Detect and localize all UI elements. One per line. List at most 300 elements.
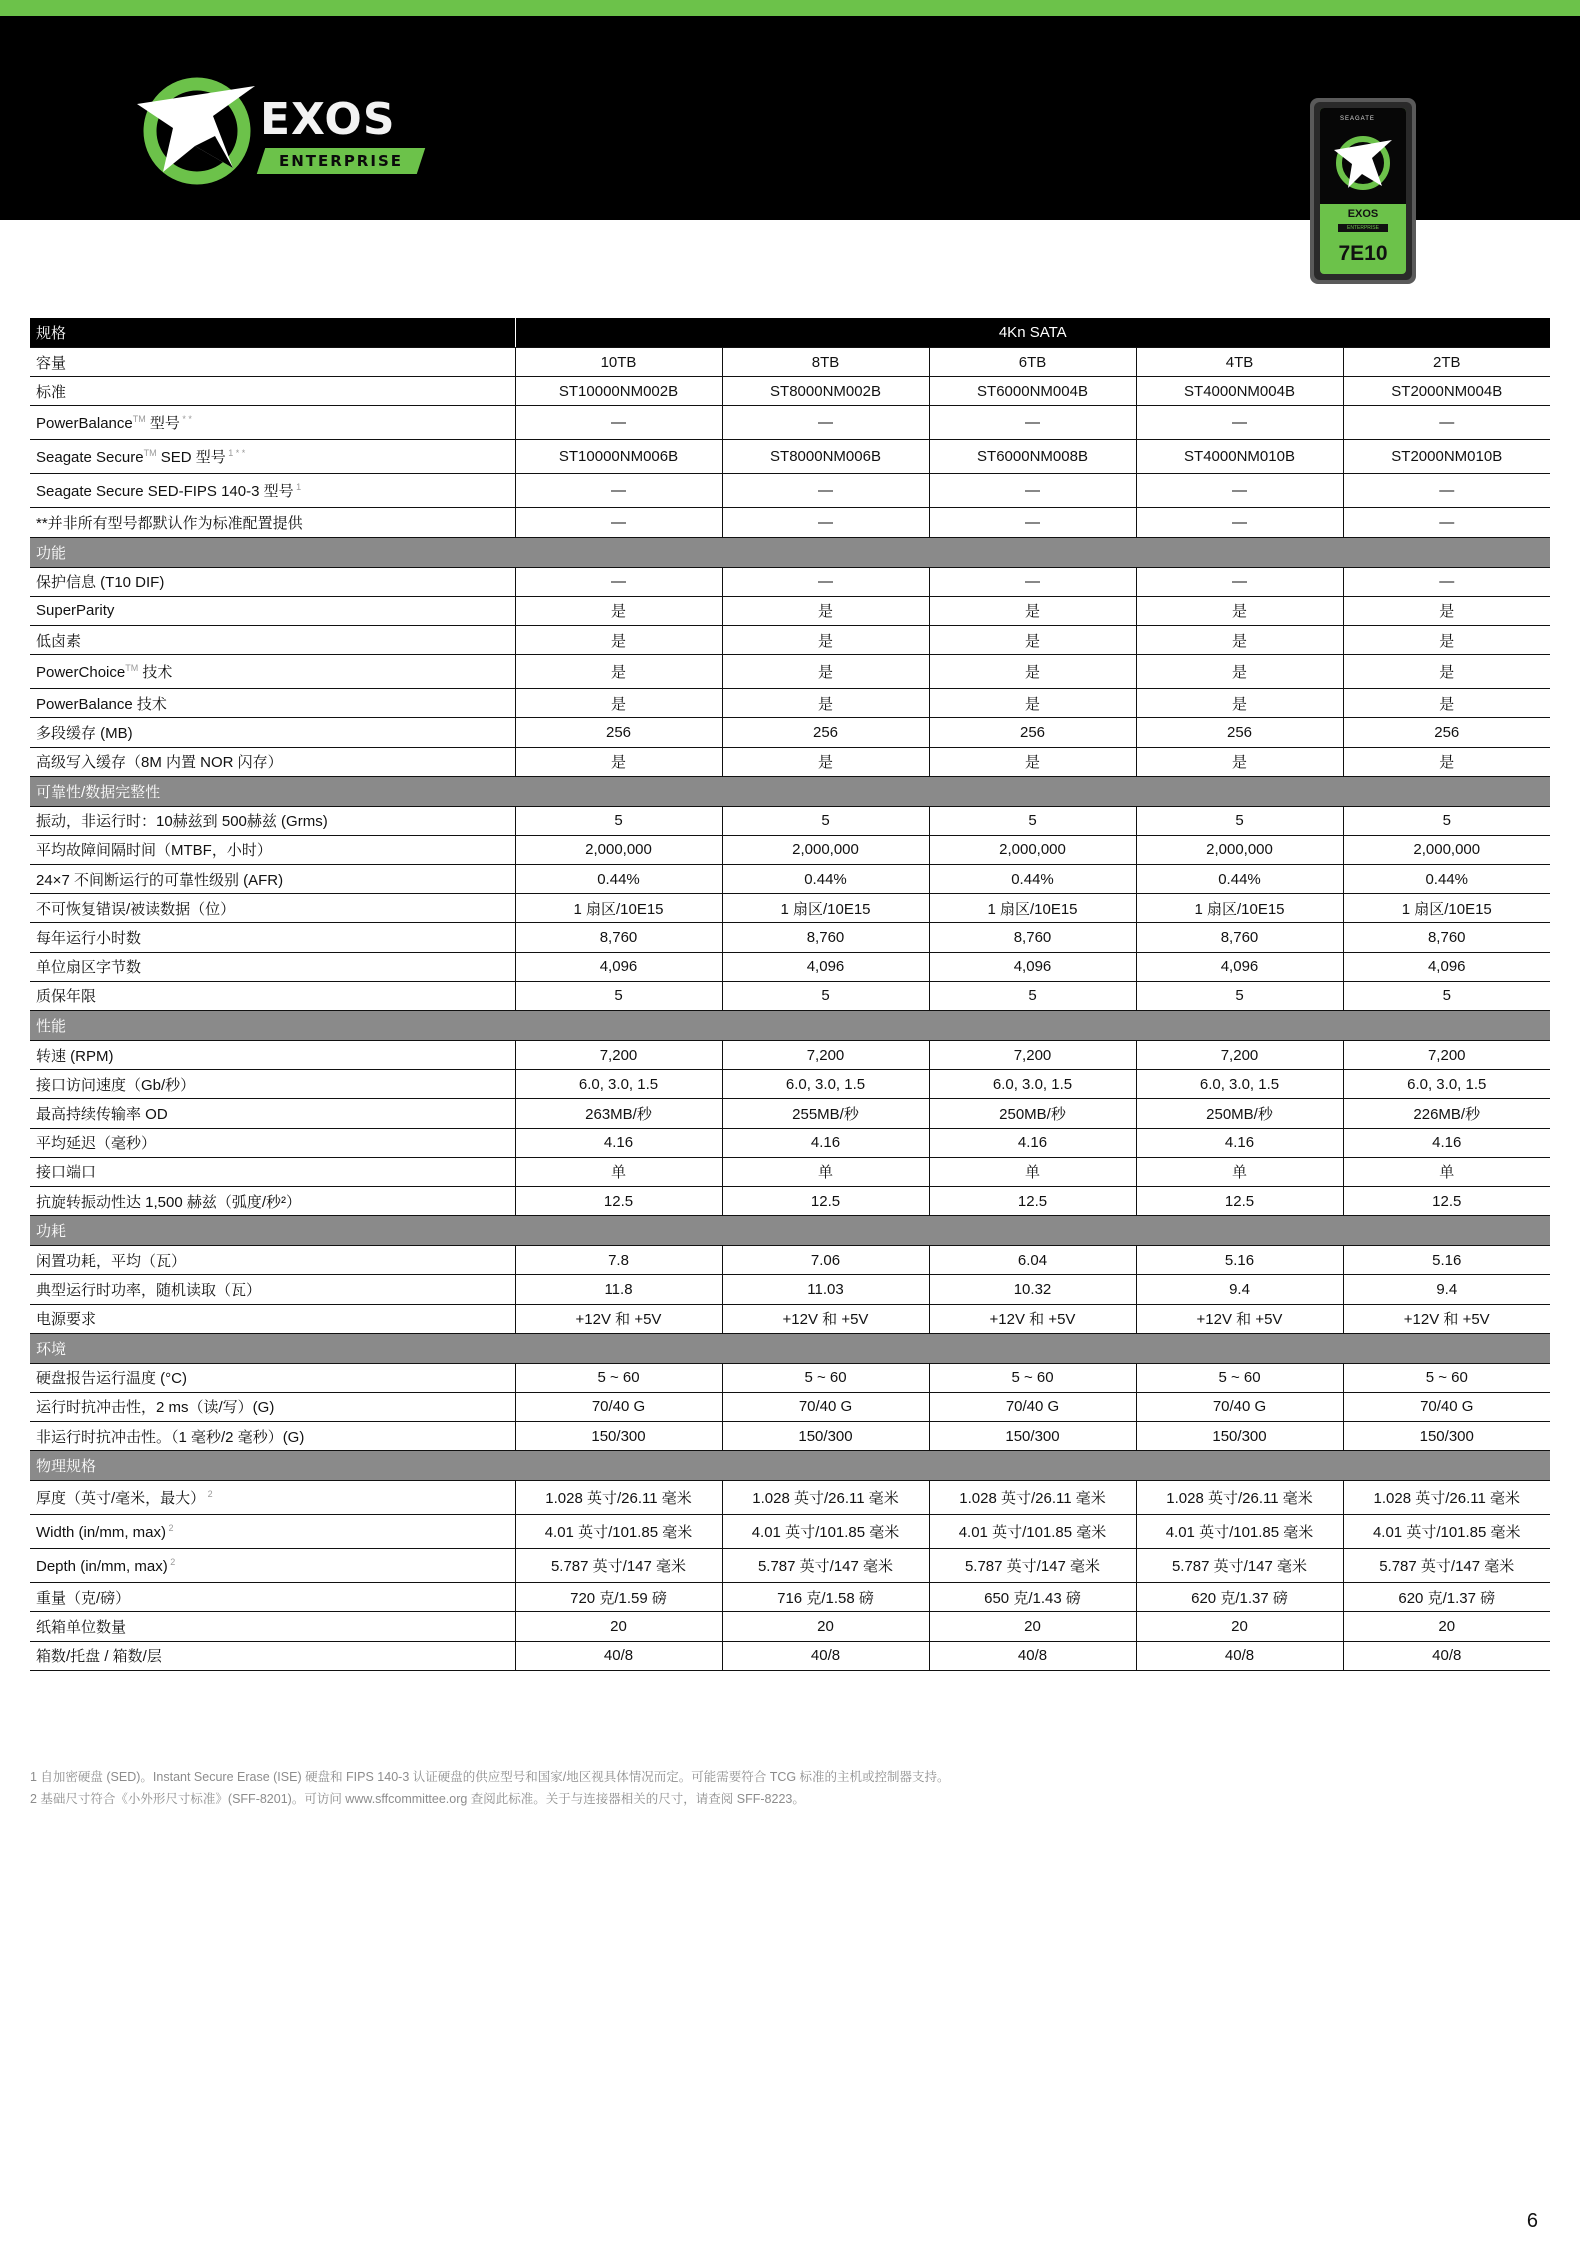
table-cell: 70/40 G xyxy=(722,1392,929,1421)
table-cell: 是 xyxy=(1136,655,1343,689)
table-cell: 40/8 xyxy=(722,1641,929,1670)
table-cell: 8,760 xyxy=(1343,923,1550,952)
table-cell: 4.01 英寸/101.85 毫米 xyxy=(1136,1515,1343,1549)
table-cell: 是 xyxy=(1136,596,1343,625)
table-cell: 150/300 xyxy=(1136,1422,1343,1451)
table-cell: 5 xyxy=(722,981,929,1010)
table-cell: 9.4 xyxy=(1343,1275,1550,1304)
table-cell: ST4000NM004B xyxy=(1136,377,1343,406)
row-label: Width (in/mm, max) $^2$ xyxy=(30,1515,515,1549)
row-label: 最高持续传输率 OD xyxy=(30,1099,515,1128)
table-cell: 20 xyxy=(722,1612,929,1641)
table-row xyxy=(30,1641,1550,1670)
table-cell: — xyxy=(515,474,722,508)
capacity-cell: 8TB xyxy=(722,348,929,377)
row-label: 多段缓存 (MB) xyxy=(30,718,515,747)
table-cell: 40/8 xyxy=(1343,1641,1550,1670)
table-cell: 0.44% xyxy=(929,865,1136,894)
page-number: 6 xyxy=(1526,2210,1538,2232)
row-label: 纸箱单位数量 xyxy=(30,1612,515,1641)
header-label: 规格 xyxy=(30,318,515,348)
table-cell: 8,760 xyxy=(929,923,1136,952)
table-cell: 1.028 英寸/26.11 毫米 xyxy=(929,1481,1136,1515)
table-cell: — xyxy=(515,567,722,596)
table-cell: 150/300 xyxy=(929,1422,1136,1451)
table-cell: 6.0, 3.0, 1.5 xyxy=(929,1070,1136,1099)
table-cell: 6.0, 3.0, 1.5 xyxy=(1343,1070,1550,1099)
table-cell: 4.01 英寸/101.85 毫米 xyxy=(1343,1515,1550,1549)
table-cell: 70/40 G xyxy=(515,1392,722,1421)
table-cell: 12.5 xyxy=(1136,1186,1343,1215)
table-cell: — xyxy=(515,508,722,537)
table-row xyxy=(30,1392,1550,1421)
table-cell: 6.0, 3.0, 1.5 xyxy=(722,1070,929,1099)
table-cell: 4.01 英寸/101.85 毫米 xyxy=(929,1515,1136,1549)
footnote-ref: * * xyxy=(179,414,192,425)
footnotes xyxy=(30,1766,950,1810)
table-cell: 是 xyxy=(722,596,929,625)
interface-header: 4Kn SATA xyxy=(515,318,1550,348)
table-cell: 5 ~ 60 xyxy=(722,1363,929,1392)
table-cell: 6.0, 3.0, 1.5 xyxy=(515,1070,722,1099)
table-cell: 5.16 xyxy=(1343,1246,1550,1275)
table-cell: — xyxy=(929,474,1136,508)
table-row xyxy=(30,1363,1550,1392)
table-cell: 7.8 xyxy=(515,1246,722,1275)
capacity-cell: 6TB xyxy=(929,348,1136,377)
footnote-ref: 1 * * xyxy=(225,448,246,459)
footnote-ref: 2 xyxy=(205,1489,213,1500)
table-cell: 5.787 英寸/147 毫米 xyxy=(1343,1549,1550,1583)
table-row xyxy=(30,440,1550,474)
table-cell: 是 xyxy=(515,655,722,689)
table-cell: 10.32 xyxy=(929,1275,1136,1304)
section-title: 性能 xyxy=(30,1011,1550,1041)
table-cell: 255MB/秒 xyxy=(722,1099,929,1128)
table-cell: 7,200 xyxy=(929,1041,1136,1070)
footnote-ref: 2 xyxy=(167,1556,176,1567)
table-cell: 12.5 xyxy=(929,1186,1136,1215)
table-cell: 5.16 xyxy=(1136,1246,1343,1275)
table-cell: 是 xyxy=(1136,689,1343,718)
table-row xyxy=(30,406,1550,440)
table-row xyxy=(30,835,1550,864)
row-label: 转速 (RPM) xyxy=(30,1041,515,1070)
table-cell: 263MB/秒 xyxy=(515,1099,722,1128)
row-label: 接口访问速度（Gb/秒） xyxy=(30,1070,515,1099)
table-cell: 1 扇区/10E15 xyxy=(722,894,929,923)
table-cell: 250MB/秒 xyxy=(929,1099,1136,1128)
drive-brand: SEAGATE xyxy=(1340,116,1375,122)
section-header xyxy=(30,1216,1550,1246)
row-label: 容量 xyxy=(30,348,515,377)
table-cell: 6.04 xyxy=(929,1246,1136,1275)
table-row xyxy=(30,508,1550,537)
table-cell: 20 xyxy=(1136,1612,1343,1641)
table-cell: 40/8 xyxy=(515,1641,722,1670)
table-cell: 4.16 xyxy=(1136,1128,1343,1157)
section-header xyxy=(30,776,1550,806)
table-row xyxy=(30,1612,1550,1641)
table-cell: 650 克/1.43 磅 xyxy=(929,1583,1136,1612)
table-cell: +12V 和 +5V xyxy=(515,1304,722,1333)
table-cell: +12V 和 +5V xyxy=(1343,1304,1550,1333)
table-cell: 20 xyxy=(929,1612,1136,1641)
table-row xyxy=(30,625,1550,654)
table-cell: 是 xyxy=(515,747,722,776)
table-cell: 是 xyxy=(1343,747,1550,776)
table-cell: 1.028 英寸/26.11 毫米 xyxy=(515,1481,722,1515)
row-label: Depth (in/mm, max) $^2$ xyxy=(30,1549,515,1583)
table-cell: 7.06 xyxy=(722,1246,929,1275)
section-title: 环境 xyxy=(30,1333,1550,1363)
row-label: 振动，非运行时：10赫兹到 500赫兹 (Grms) xyxy=(30,806,515,835)
table-cell: 是 xyxy=(929,596,1136,625)
table-cell: 4.16 xyxy=(722,1128,929,1157)
table-row xyxy=(30,1099,1550,1128)
table-cell: 11.8 xyxy=(515,1275,722,1304)
table-cell: 是 xyxy=(515,625,722,654)
table-row xyxy=(30,1070,1550,1099)
table-cell: 6.0, 3.0, 1.5 xyxy=(1136,1070,1343,1099)
table-cell: 是 xyxy=(929,747,1136,776)
row-label: Seagate Secure™ SED 型号 $^{1 * *}$ xyxy=(30,440,515,474)
table-cell: 单 xyxy=(515,1157,722,1186)
table-cell: 7,200 xyxy=(1136,1041,1343,1070)
row-label: 硬盘报告运行温度 (°C) xyxy=(30,1363,515,1392)
table-cell: 是 xyxy=(929,625,1136,654)
table-row xyxy=(30,1583,1550,1612)
table-cell: 7,200 xyxy=(722,1041,929,1070)
table-cell: 2,000,000 xyxy=(722,835,929,864)
table-cell: 1 扇区/10E15 xyxy=(929,894,1136,923)
table-cell: 4.16 xyxy=(929,1128,1136,1157)
table-cell: 12.5 xyxy=(722,1186,929,1215)
table-cell: — xyxy=(1343,406,1550,440)
table-cell: 720 克/1.59 磅 xyxy=(515,1583,722,1612)
table-row xyxy=(30,952,1550,981)
section-title: 功耗 xyxy=(30,1216,1550,1246)
exos-emblem-icon xyxy=(135,76,260,186)
table-row xyxy=(30,718,1550,747)
table-cell: 5 xyxy=(929,981,1136,1010)
table-cell: — xyxy=(1136,508,1343,537)
table-cell: 8,760 xyxy=(1136,923,1343,952)
table-cell: 5 xyxy=(1136,806,1343,835)
table-cell: ST10000NM002B xyxy=(515,377,722,406)
table-cell: 256 xyxy=(515,718,722,747)
table-cell: 是 xyxy=(722,625,929,654)
section-title: 功能 xyxy=(30,537,1550,567)
table-row xyxy=(30,1128,1550,1157)
table-cell: 250MB/秒 xyxy=(1136,1099,1343,1128)
table-cell: 0.44% xyxy=(1136,865,1343,894)
table-row xyxy=(30,377,1550,406)
table-row xyxy=(30,474,1550,508)
capacity-cell: 4TB xyxy=(1136,348,1343,377)
table-cell: 20 xyxy=(1343,1612,1550,1641)
table-cell: +12V 和 +5V xyxy=(722,1304,929,1333)
table-row xyxy=(30,1186,1550,1215)
table-cell: 是 xyxy=(722,747,929,776)
table-cell: 是 xyxy=(1343,625,1550,654)
table-cell: ST6000NM004B xyxy=(929,377,1136,406)
table-cell: 256 xyxy=(722,718,929,747)
table-cell: 单 xyxy=(1343,1157,1550,1186)
table-cell: — xyxy=(929,406,1136,440)
table-row xyxy=(30,806,1550,835)
table-cell: 5 ~ 60 xyxy=(929,1363,1136,1392)
table-row xyxy=(30,1304,1550,1333)
table-row xyxy=(30,894,1550,923)
table-row xyxy=(30,1157,1550,1186)
table-row xyxy=(30,747,1550,776)
table-cell: 226MB/秒 xyxy=(1343,1099,1550,1128)
table-cell: 40/8 xyxy=(1136,1641,1343,1670)
footnote-1: 1 自加密硬盘 (SED)。Instant Secure Erase (ISE) 硬盘和 FIPS 140-3 认证硬盘的供应型号和国家/地区视具体情况而定。可能需要符合 TCG 标准的主机或控制器支持。 xyxy=(30,1770,950,1784)
logo-wordmark: EXOS xyxy=(260,94,396,145)
table-cell: 5 xyxy=(1136,981,1343,1010)
row-label: 典型运行时功率，随机读取（瓦） xyxy=(30,1275,515,1304)
table-cell: — xyxy=(1343,567,1550,596)
section-title: 物理规格 xyxy=(30,1451,1550,1481)
table-cell: 1 扇区/10E15 xyxy=(1136,894,1343,923)
table-cell: 单 xyxy=(1136,1157,1343,1186)
table-cell: 256 xyxy=(1136,718,1343,747)
table-cell: 12.5 xyxy=(1343,1186,1550,1215)
table-cell: — xyxy=(929,508,1136,537)
table-cell: 是 xyxy=(929,655,1136,689)
table-cell: +12V 和 +5V xyxy=(1136,1304,1343,1333)
table-row xyxy=(30,981,1550,1010)
row-label: 接口端口 xyxy=(30,1157,515,1186)
table-cell: 20 xyxy=(515,1612,722,1641)
row-label: 平均故障间隔时间（MTBF，小时） xyxy=(30,835,515,864)
table-cell: ST6000NM008B xyxy=(929,440,1136,474)
table-cell: 70/40 G xyxy=(1136,1392,1343,1421)
row-label: 单位扇区字节数 xyxy=(30,952,515,981)
drive-enterprise-text: ENTERPRISE xyxy=(1338,224,1388,232)
table-cell: 0.44% xyxy=(1343,865,1550,894)
row-label: 标准 xyxy=(30,377,515,406)
footnote-ref: 1 xyxy=(293,482,302,493)
table-cell: 1 扇区/10E15 xyxy=(515,894,722,923)
row-label: 运行时抗冲击性，2 ms（读/写）(G) xyxy=(30,1392,515,1421)
capacity-cell: 2TB xyxy=(1343,348,1550,377)
row-label: 质保年限 xyxy=(30,981,515,1010)
table-cell: 5 ~ 60 xyxy=(1343,1363,1550,1392)
table-cell: 4,096 xyxy=(1343,952,1550,981)
table-cell: ST2000NM004B xyxy=(1343,377,1550,406)
row-label: 电源要求 xyxy=(30,1304,515,1333)
table-cell: 是 xyxy=(515,689,722,718)
table-cell: — xyxy=(1343,474,1550,508)
table-row xyxy=(30,923,1550,952)
table-row xyxy=(30,596,1550,625)
table-cell: +12V 和 +5V xyxy=(929,1304,1136,1333)
table-cell: 4,096 xyxy=(1136,952,1343,981)
table-cell: 是 xyxy=(722,689,929,718)
table-cell: 8,760 xyxy=(722,923,929,952)
section-header xyxy=(30,1333,1550,1363)
row-label: 闲置功耗，平均（瓦） xyxy=(30,1246,515,1275)
table-cell: 620 克/1.37 磅 xyxy=(1343,1583,1550,1612)
table-row xyxy=(30,865,1550,894)
table-cell: — xyxy=(1136,474,1343,508)
table-cell: 4,096 xyxy=(722,952,929,981)
table-cell: — xyxy=(722,474,929,508)
drive-model-text: 7E10 xyxy=(1338,242,1388,265)
table-cell: 256 xyxy=(929,718,1136,747)
table-cell: 2,000,000 xyxy=(515,835,722,864)
table-cell: 5.787 英寸/147 毫米 xyxy=(722,1549,929,1583)
table-cell: 1.028 英寸/26.11 毫米 xyxy=(722,1481,929,1515)
table-cell: 4.01 英寸/101.85 毫米 xyxy=(515,1515,722,1549)
row-label: 24×7 不间断运行的可靠性级别 (AFR) xyxy=(30,865,515,894)
table-cell: 5 xyxy=(515,981,722,1010)
table-row xyxy=(30,1275,1550,1304)
capacity-cell: 10TB xyxy=(515,348,722,377)
table-cell: 4,096 xyxy=(929,952,1136,981)
row-label: Seagate Secure SED-FIPS 140-3 型号 $^1$ xyxy=(30,474,515,508)
row-label: 每年运行小时数 xyxy=(30,923,515,952)
table-cell: 1.028 英寸/26.11 毫米 xyxy=(1343,1481,1550,1515)
table-cell: — xyxy=(929,567,1136,596)
row-label: 抗旋转振动性达 1,500 赫兹（弧度/秒²） xyxy=(30,1186,515,1215)
table-cell: 是 xyxy=(1136,747,1343,776)
table-cell: 是 xyxy=(722,655,929,689)
trademark-mark: TM xyxy=(132,414,146,425)
row-label: PowerBalance 技术 xyxy=(30,689,515,718)
drive-label xyxy=(1320,108,1406,274)
row-label: 非运行时抗冲击性。（1 毫秒/2 毫秒）(G) xyxy=(30,1422,515,1451)
table-row xyxy=(30,655,1550,689)
capacity-row xyxy=(30,348,1550,377)
table-cell: 150/300 xyxy=(1343,1422,1550,1451)
table-cell: 是 xyxy=(1343,596,1550,625)
table-cell: 是 xyxy=(1343,689,1550,718)
section-title: 可靠性/数据完整性 xyxy=(30,776,1550,806)
table-cell: 256 xyxy=(1343,718,1550,747)
exos-logo xyxy=(135,76,425,186)
section-header xyxy=(30,1451,1550,1481)
trademark-mark: TM xyxy=(125,663,139,674)
table-row xyxy=(30,1481,1550,1515)
trademark-mark: TM xyxy=(143,448,157,459)
table-cell: — xyxy=(722,508,929,537)
row-label: 重量（克/磅） xyxy=(30,1583,515,1612)
table-cell: 是 xyxy=(929,689,1136,718)
row-label: PowerBalance™ 型号 * * xyxy=(30,406,515,440)
row-label: 箱数/托盘 / 箱数/层 xyxy=(30,1641,515,1670)
table-row xyxy=(30,567,1550,596)
table-cell: 150/300 xyxy=(515,1422,722,1451)
table-cell: 5 xyxy=(515,806,722,835)
table-cell: 11.03 xyxy=(722,1275,929,1304)
table-cell: 4.01 英寸/101.85 毫米 xyxy=(722,1515,929,1549)
table-cell: — xyxy=(1136,406,1343,440)
spec-table xyxy=(30,318,1550,1671)
table-cell: 是 xyxy=(515,596,722,625)
table-cell: 4,096 xyxy=(515,952,722,981)
table-row xyxy=(30,1041,1550,1070)
table-cell: 9.4 xyxy=(1136,1275,1343,1304)
table-cell: ST8000NM002B xyxy=(722,377,929,406)
drive-emblem-icon xyxy=(1320,108,1406,204)
table-cell: 12.5 xyxy=(515,1186,722,1215)
table-cell: ST8000NM006B xyxy=(722,440,929,474)
table-cell: 是 xyxy=(1343,655,1550,689)
table-cell: 2,000,000 xyxy=(929,835,1136,864)
table-cell: — xyxy=(1136,567,1343,596)
row-label: PowerChoice™ 技术 xyxy=(30,655,515,689)
table-cell: 单 xyxy=(722,1157,929,1186)
table-cell: 7,200 xyxy=(1343,1041,1550,1070)
row-label: **并非所有型号都默认作为标准配置提供 xyxy=(30,508,515,537)
table-cell: 5 xyxy=(722,806,929,835)
table-cell: 4.16 xyxy=(1343,1128,1550,1157)
table-cell: 40/8 xyxy=(929,1641,1136,1670)
table-cell: — xyxy=(722,406,929,440)
table-cell: 5.787 英寸/147 毫米 xyxy=(929,1549,1136,1583)
drive-exos-text: EXOS xyxy=(1347,208,1379,220)
row-label: 厚度（英寸/毫米，最大） $^2$ xyxy=(30,1481,515,1515)
table-cell: 1 扇区/10E15 xyxy=(1343,894,1550,923)
table-cell: 5 ~ 60 xyxy=(1136,1363,1343,1392)
table-row xyxy=(30,1515,1550,1549)
table-cell: ST4000NM010B xyxy=(1136,440,1343,474)
table-row xyxy=(30,1422,1550,1451)
table-cell: 5 xyxy=(929,806,1136,835)
table-cell: — xyxy=(1343,508,1550,537)
table-cell: 5.787 英寸/147 毫米 xyxy=(1136,1549,1343,1583)
table-cell: 70/40 G xyxy=(929,1392,1136,1421)
table-cell: 5 ~ 60 xyxy=(515,1363,722,1392)
row-label: 高级写入缓存（8M 内置 NOR 闪存） xyxy=(30,747,515,776)
table-cell: 是 xyxy=(1136,625,1343,654)
table-cell: 8,760 xyxy=(515,923,722,952)
row-label: 平均延迟（毫秒） xyxy=(30,1128,515,1157)
table-cell: 150/300 xyxy=(722,1422,929,1451)
table-cell: 2,000,000 xyxy=(1136,835,1343,864)
section-header xyxy=(30,537,1550,567)
logo-subtitle: ENTERPRISE xyxy=(257,148,425,174)
table-cell: ST10000NM006B xyxy=(515,440,722,474)
table-cell: 0.44% xyxy=(515,865,722,894)
table-cell: 620 克/1.37 磅 xyxy=(1136,1583,1343,1612)
table-cell: — xyxy=(722,567,929,596)
table-cell: 70/40 G xyxy=(1343,1392,1550,1421)
table-header-row xyxy=(30,318,1550,348)
table-cell: 716 克/1.58 磅 xyxy=(722,1583,929,1612)
section-header xyxy=(30,1011,1550,1041)
table-cell: ST2000NM010B xyxy=(1343,440,1550,474)
row-label: 不可恢复错误/被读数据（位） xyxy=(30,894,515,923)
table-cell: 1.028 英寸/26.11 毫米 xyxy=(1136,1481,1343,1515)
table-cell: 5 xyxy=(1343,806,1550,835)
table-cell: 4.16 xyxy=(515,1128,722,1157)
drive-image xyxy=(1308,96,1418,286)
row-label: SuperParity xyxy=(30,596,515,625)
table-cell: 5.787 英寸/147 毫米 xyxy=(515,1549,722,1583)
table-cell: 0.44% xyxy=(722,865,929,894)
table-row xyxy=(30,689,1550,718)
table-cell: 2,000,000 xyxy=(1343,835,1550,864)
table-row xyxy=(30,1549,1550,1583)
table-cell: — xyxy=(515,406,722,440)
table-row xyxy=(30,1246,1550,1275)
footnote-ref: 2 xyxy=(166,1522,174,1533)
